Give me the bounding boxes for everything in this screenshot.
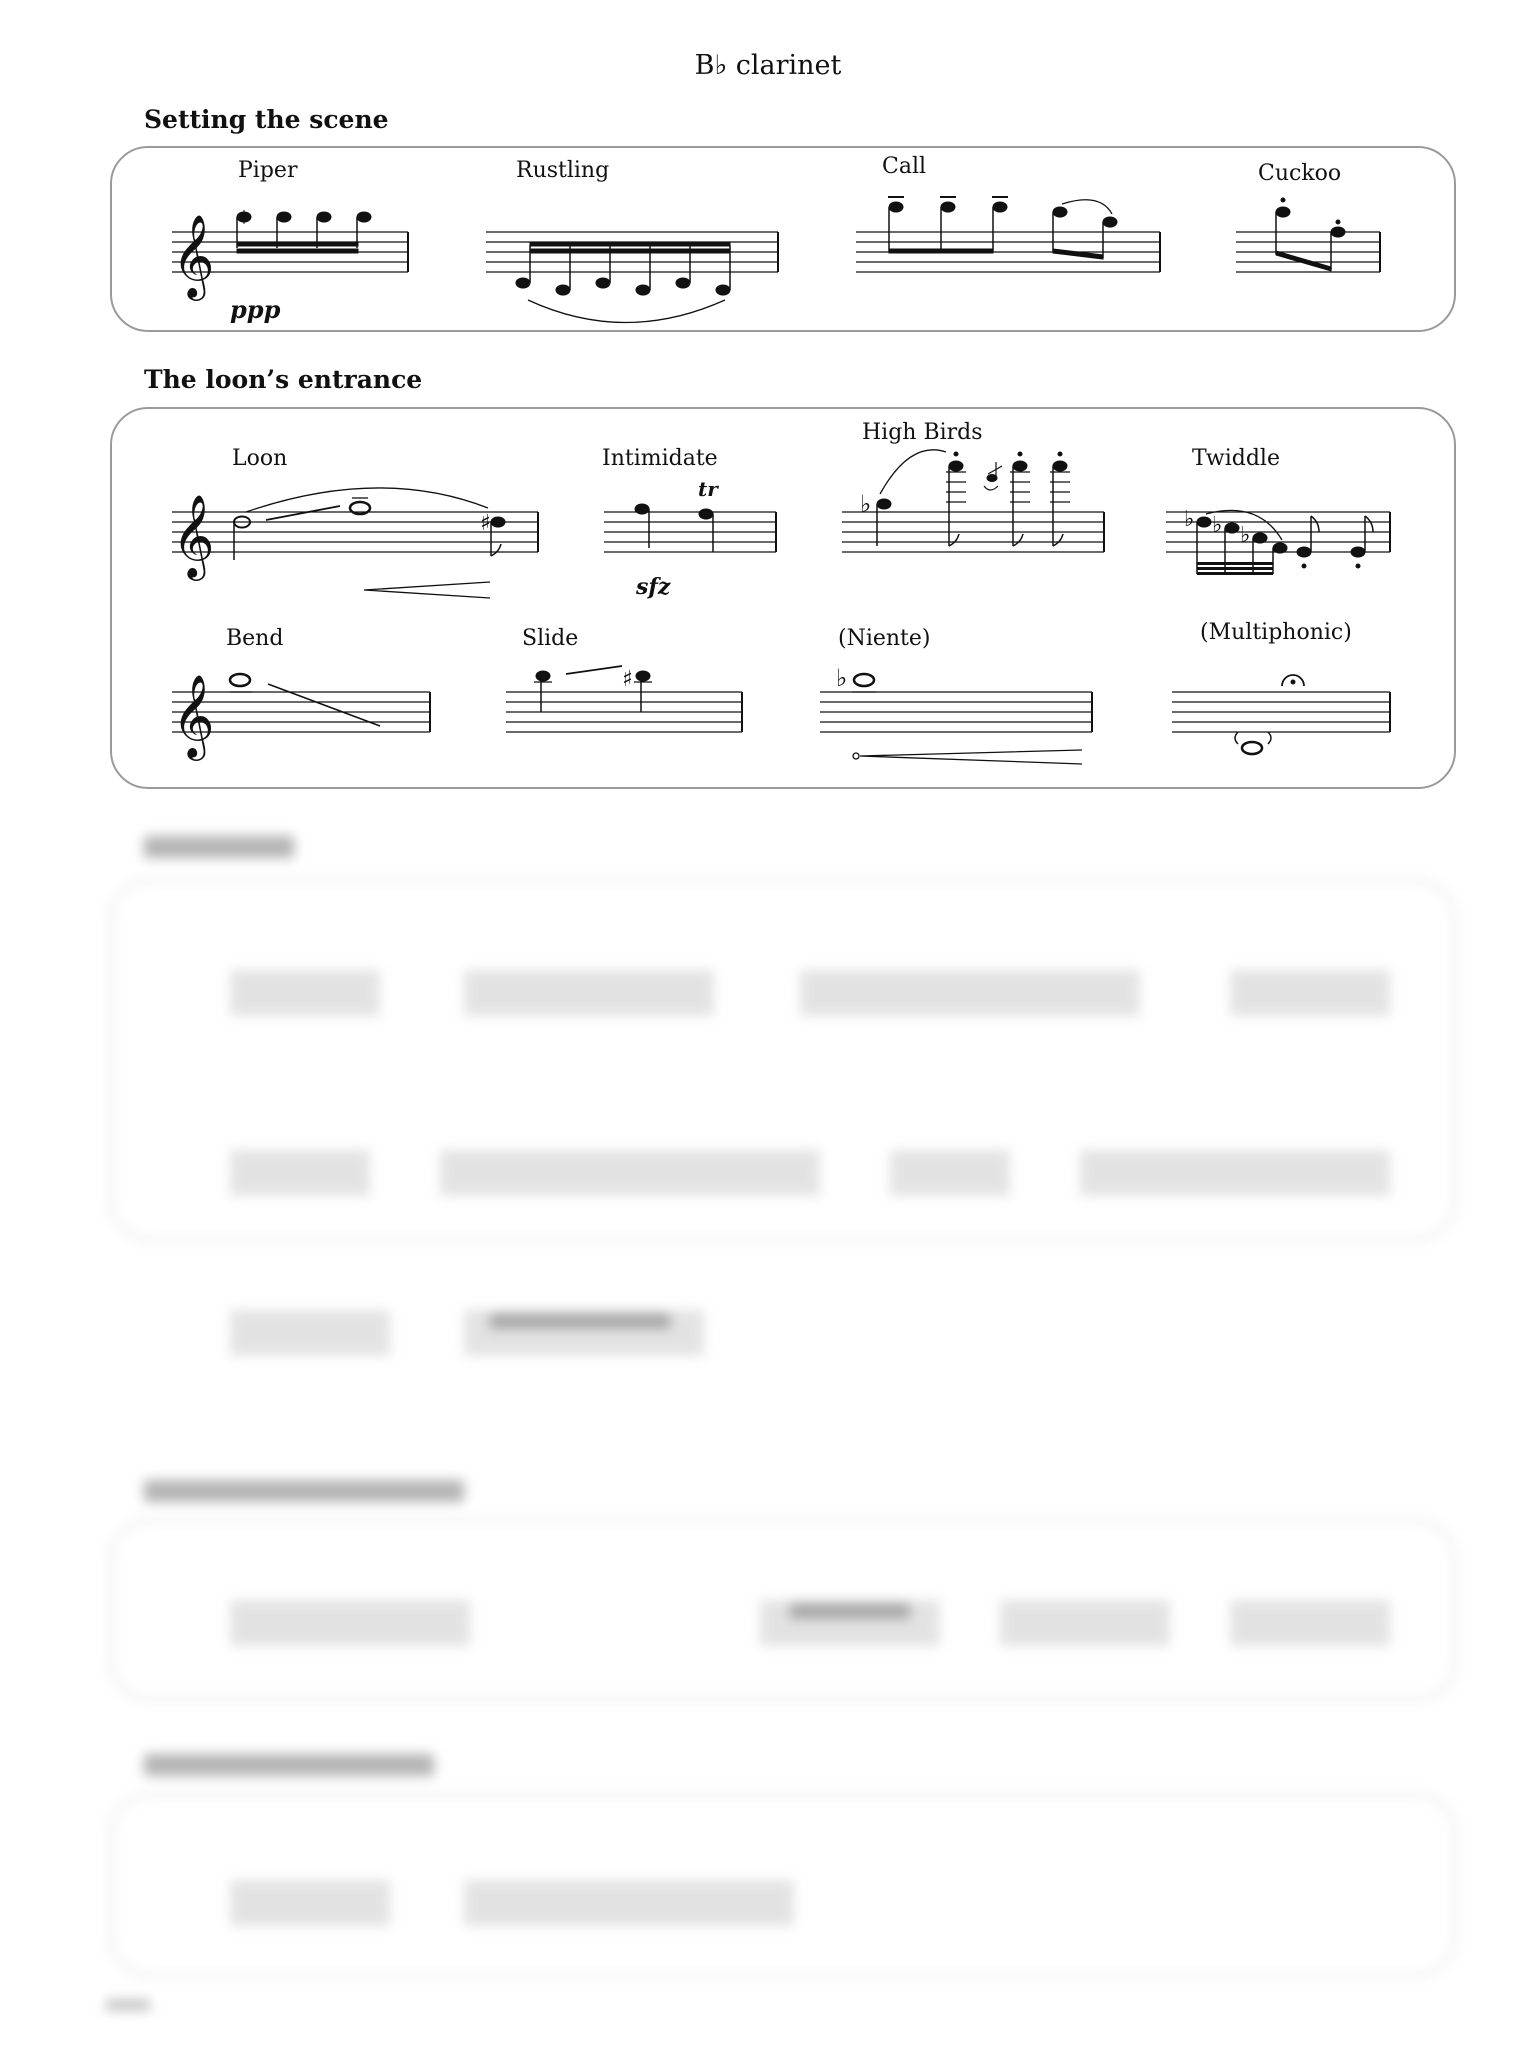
staff-multiphonic [1172, 692, 1390, 732]
example-label-bend: Bend [226, 626, 284, 651]
section-heading-loons-entrance: The loon’s entrance [144, 365, 423, 394]
dynamic-sfz: sfz [636, 574, 671, 600]
staff-niente [820, 692, 1092, 732]
svg-text:♭: ♭ [860, 490, 872, 518]
treble-clef-icon: 𝄞 [172, 673, 215, 757]
notes-twiddle [1184, 507, 1373, 575]
example-label-slide: Slide [522, 626, 579, 651]
trill-icon: tr [698, 477, 718, 501]
example-label-loon: Loon [232, 446, 288, 471]
treble-clef-icon: 𝄞 [172, 493, 215, 577]
staff-high-birds [842, 512, 1104, 552]
blurred-heading [144, 1754, 434, 1776]
dynamic-ppp: ppp [230, 295, 281, 324]
notes-multiphonic [1235, 675, 1304, 754]
example-label-cuckoo: Cuckoo [1258, 161, 1342, 186]
blurred-heading [144, 836, 294, 858]
svg-text:♯: ♯ [480, 511, 491, 536]
example-label-twiddle: Twiddle [1192, 446, 1280, 471]
example-label-intimidate: Intimidate [602, 446, 718, 471]
example-label-call: Call [882, 154, 927, 179]
notes-niente [836, 664, 1082, 764]
svg-text:♭: ♭ [1240, 523, 1251, 548]
svg-text:♭: ♭ [1212, 513, 1223, 538]
svg-text:♭: ♭ [836, 664, 848, 692]
svg-text:♯: ♯ [622, 667, 633, 692]
example-label-multiphonic: (Multiphonic) [1200, 620, 1352, 645]
page-title: B♭ clarinet [694, 50, 842, 81]
treble-clef-icon: 𝄞 [172, 213, 215, 297]
example-label-high-birds: High Birds [862, 420, 983, 445]
blurred-heading [144, 1480, 464, 1502]
notes-bend [230, 674, 380, 726]
example-label-niente: (Niente) [838, 626, 931, 651]
notes-intimidate [635, 504, 713, 552]
blurred-lower-content [0, 820, 1536, 2048]
page-number [106, 2000, 150, 2010]
example-label-rustling: Rustling [516, 158, 610, 183]
notes-loon [234, 488, 505, 598]
section-heading-setting-the-scene: Setting the scene [144, 105, 389, 134]
svg-text:♭: ♭ [1184, 507, 1195, 532]
example-label-piper: Piper [238, 158, 298, 183]
staff-intimidate [604, 512, 776, 552]
notes-slide [534, 666, 652, 712]
